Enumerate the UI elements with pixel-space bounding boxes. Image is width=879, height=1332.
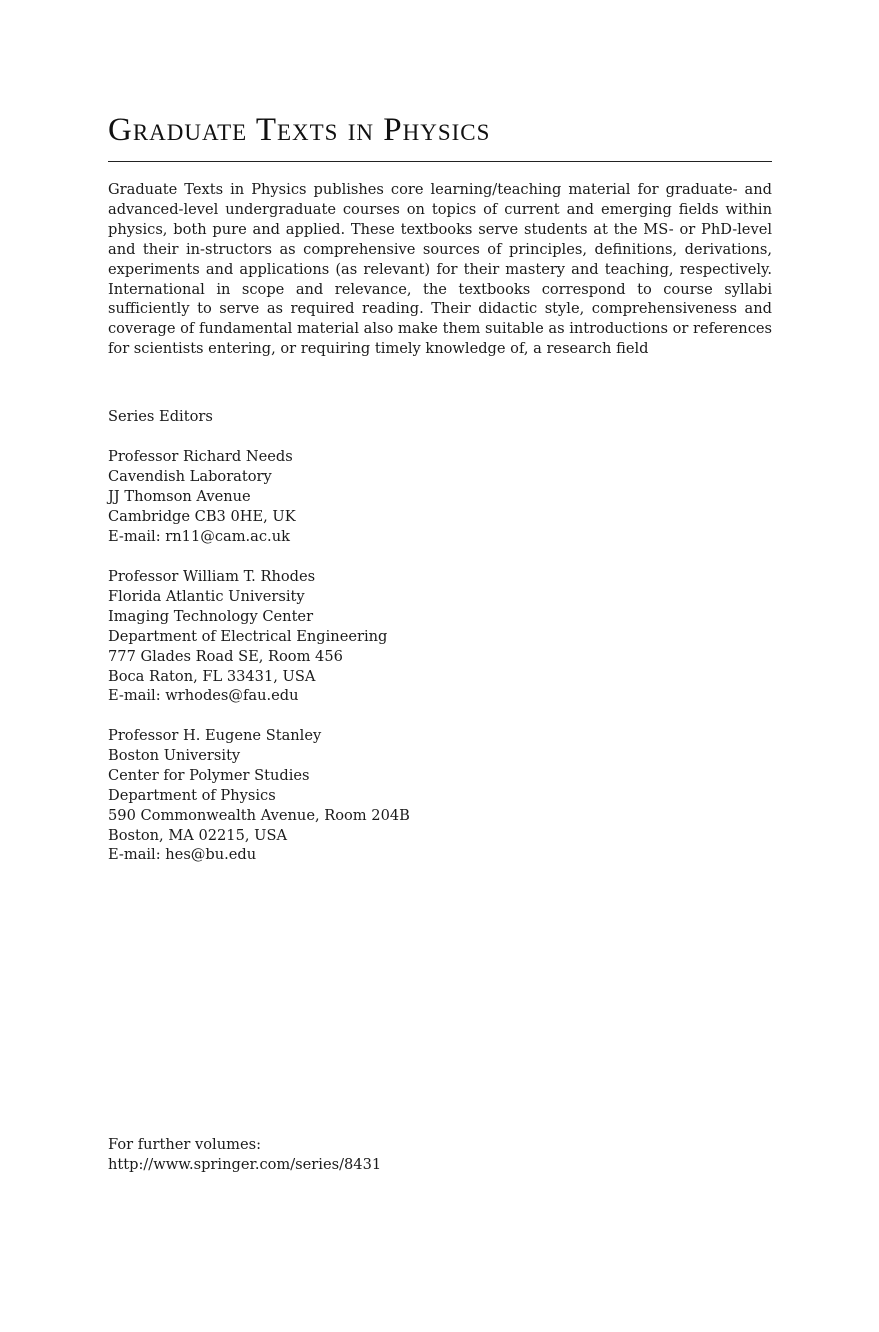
editor-address-line: Center for Polymer Studies xyxy=(108,766,310,784)
editor-address-line: Florida Atlantic University xyxy=(108,587,305,605)
editor-email[interactable]: E-mail: hes@bu.edu xyxy=(108,846,257,864)
editor-address-line: JJ Thomson Avenue xyxy=(108,487,251,505)
editor-name: Professor Richard Needs xyxy=(108,448,293,465)
editor-address-line: Cambridge CB3 0HE, UK xyxy=(108,507,296,525)
series-description: Graduate Texts in Physics publishes core learning/teaching material for graduate- and advanced-level undergraduate courses on topics of current and emerging fields within physics, both pure and applied. These textbooks serve students at the MS- or PhD-level and their in-structors as comprehensive sources of principles, definitions, derivations, experiments and applications (as relevant) for their mastery and teaching, respectively. International in scope and relevance, the textbooks correspond to course syllabi sufficiently to serve as required reading. Their didactic style, comprehensiveness and coverage of fundamental material also make them suitable as introductions or references for scientists entering, or requiring timely knowledge of, a research field xyxy=(108,181,773,358)
series-title: Graduate Texts in Physics xyxy=(108,112,491,148)
further-volumes xyxy=(108,1135,772,1175)
editor-name: Professor William T. Rhodes xyxy=(108,568,316,585)
series-url-link[interactable]: http://www.springer.com/series/8431 xyxy=(108,1155,382,1173)
editor-address-line: Imaging Technology Center xyxy=(108,607,314,625)
editor-address-line: Cavendish Laboratory xyxy=(108,467,272,485)
editor-address-line: 590 Commonwealth Avenue, Room 204B xyxy=(108,806,410,824)
editor-email[interactable]: E-mail: rn11@cam.ac.uk xyxy=(108,527,290,545)
editor-entry xyxy=(108,567,772,706)
editor-address-line: Department of Electrical Engineering xyxy=(108,627,388,645)
editor-address-line: Boston, MA 02215, USA xyxy=(108,826,287,844)
editor-name: Professor H. Eugene Stanley xyxy=(108,727,322,744)
editor-entry xyxy=(108,447,772,547)
editor-address-line: Boca Raton, FL 33431, USA xyxy=(108,667,316,685)
series-editors-heading xyxy=(108,407,772,427)
further-volumes-label: For further volumes: xyxy=(108,1136,261,1153)
series-editors-label: Series Editors xyxy=(108,408,213,425)
editor-address-line: Boston University xyxy=(108,746,241,764)
editor-entry xyxy=(108,726,772,865)
editor-address-line: Department of Physics xyxy=(108,786,276,804)
editor-email[interactable]: E-mail: wrhodes@fau.edu xyxy=(108,687,299,705)
title-rule xyxy=(108,161,772,162)
editor-address-line: 777 Glades Road SE, Room 456 xyxy=(108,647,343,665)
